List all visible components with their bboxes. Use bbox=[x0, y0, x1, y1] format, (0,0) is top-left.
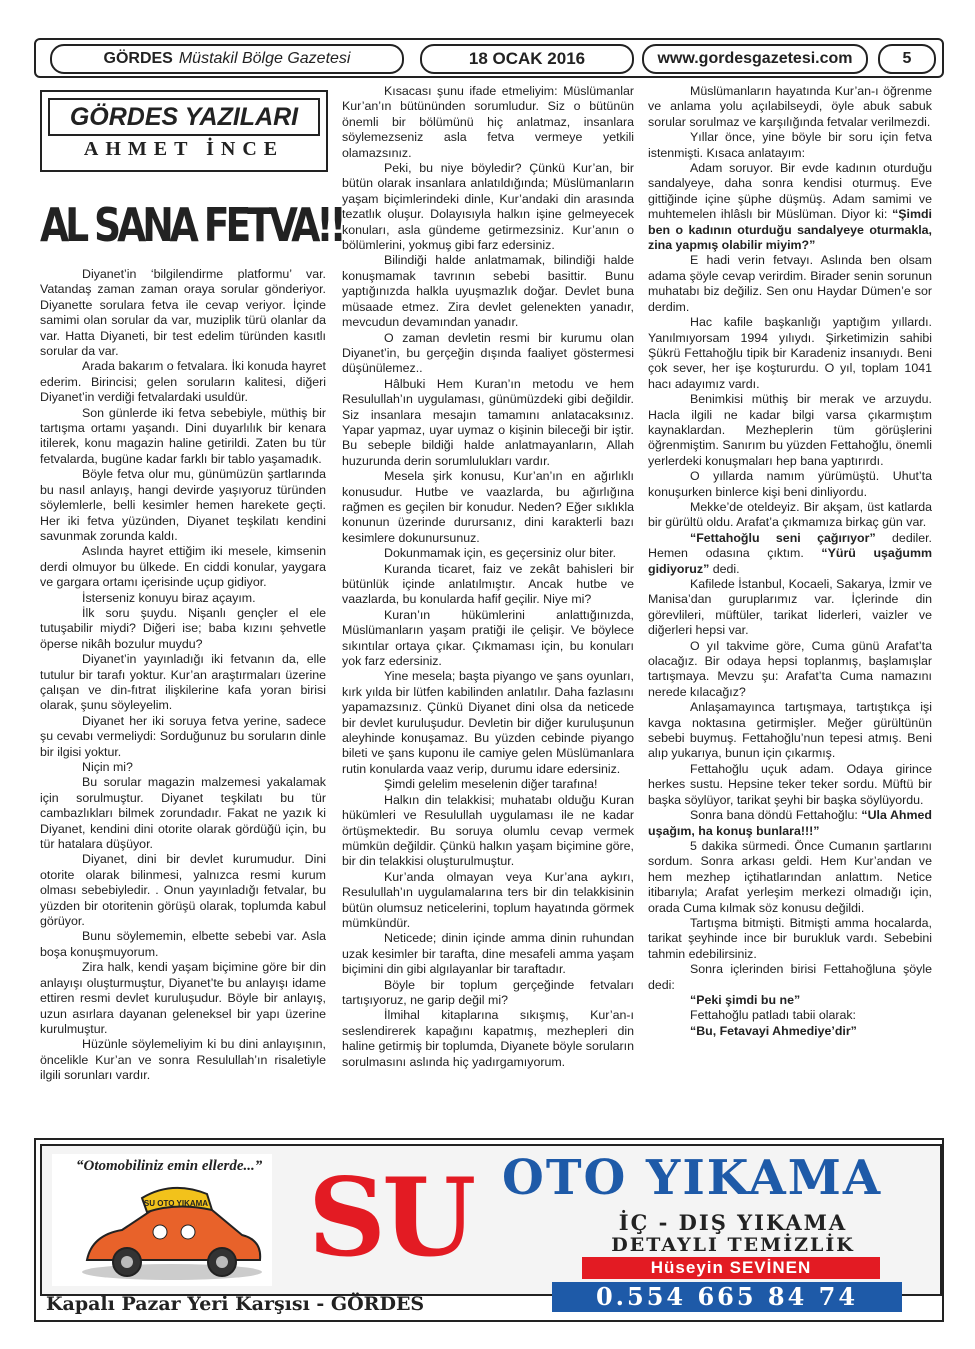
author-name: AHMET İNCE bbox=[83, 138, 285, 160]
paragraph: Zira halk, kendi yaşam biçimine göre bir din anlayışı oluşturmuştur, Diyanet’te bu anlayışı idame ettiren resmi devlet kuruluşudur. Böyle bir anlayış, uzun asırlara dayanan geleneksel bir yapı üzerine kurulmuştur. bbox=[40, 960, 326, 1036]
ad-slogan: “Otomobiliniz emin ellerde...” bbox=[76, 1158, 263, 1174]
article-column-3 bbox=[648, 84, 932, 1039]
paragraph: İlk soru şuydu. Nişanlı gençler el ele tutuşabilir miydi? Diğeri ise; baba kızını şehvetle öperse nikâh bozulur muydu? bbox=[40, 605, 326, 651]
text-run: Tartışma bitmişti. Bitmişti amma hocalarda, tarikat şeyhinde ince bir burukluk vardı. Sebebini tahmin edebilirsiniz. bbox=[648, 915, 932, 961]
article-headline: AL SANA FETVA!! bbox=[40, 198, 343, 252]
column-title: GÖRDES YAZILARI bbox=[48, 98, 320, 136]
paragraph bbox=[648, 315, 932, 392]
text-run: Yıllar önce, yine böyle bir soru için fetva istenmişti. Kısaca anlatayım: bbox=[648, 130, 932, 160]
paragraph: Bunu söylememin, elbette sebebi var. Asla boşa konuşmuyorum. bbox=[40, 929, 326, 959]
text-run: Mekke’de oteldeyiz. Bir akşam, üst katlarda bir gürültü oldu. Arafat’a çıkmamıza birkaç gün var. bbox=[648, 499, 932, 530]
text-run: dediler. Hemen odasına çıktım. bbox=[648, 530, 932, 561]
paragraph bbox=[648, 700, 932, 762]
paragraph: Kur’anda olmayan veya Kur’ana aykırı, Resulullah’ın uygulamalarına ters bir din telakkisinin bütün olumsuz neticelerini, toplum hayatında görmek mümkündür. bbox=[342, 869, 634, 930]
paragraph bbox=[648, 253, 932, 315]
paragraph: Halkın din telakkisi; muhatabı olduğu Kuran hükümleri ve Resulullah uygulaması ile ne kadar örtüşmektedir. Bu soruya olumlu cevap vermek mümkün değildir. Çünkü halkın yaşam biçimine göre, bir din telakkisi oluşturulmuştur. bbox=[342, 792, 634, 869]
text-run: Fettahoğlu patladı tabii olarak: bbox=[690, 1008, 857, 1023]
text-run: Kafilede İstanbul, Kocaeli, Sakarya, İzmir ve Manisa’dan guruplarımız var. İçlerinde din görevlileri, müftüler, tarikat liderleri, vaizler ve diğerleri hepsi var. bbox=[648, 577, 932, 638]
text-run: O yıllarda namım yürümüştü. Uhut’ta konuşurken binlerce kişi beni dinliyordu. bbox=[648, 469, 932, 499]
service-line-1: İÇ - DIŞ YIKAMA bbox=[618, 1210, 848, 1235]
paragraph bbox=[648, 130, 932, 161]
text-run: E hadi verin fetvayı. Aslında ben olsam adama şöyle cevap verirdim. Birader senin sorunun muhatabı biz değiliz. Sen onu Haydar Dümen’e sor derdim. bbox=[648, 253, 932, 314]
page-number: 5 bbox=[878, 44, 936, 74]
paragraph: Diyanet her iki soruya fetva yerine, sadece şu cevabı vermeliydi: Sorduğunuz bu soruların dinle bir ilgisi yoktur. bbox=[40, 713, 326, 759]
paragraph bbox=[648, 1008, 932, 1023]
text-run: O yıl takvime göre, Cuma günü Arafat’ta olacağız. Bir odaya hepsi toplanmış, başlamışlar tartışmaya. Mevzu şu: Arafat’ta Cuma namazını nerede kılacağız? bbox=[648, 638, 932, 699]
paragraph: Kısacası şunu ifade etmeliyim: Müslümanlar Kur’an’ın bütününden sorumludur. Siz o bütünün önemli bir bölümünü hiç anlatmaz, insanlara söylemezseniz asla fetva vermeye yetkili olamazsınız. bbox=[342, 84, 634, 160]
bold-quote: “Fettahoğlu seni çağırıyor” bbox=[690, 530, 876, 545]
article-column-1 bbox=[40, 267, 326, 1084]
paragraph bbox=[648, 639, 932, 701]
paragraph: Bilindiği halde anlatmamak, bilindiği halde konuşmamak tavrının sebebi basittir. Bunu yaptığınızda halkla uyuşmazlık doğar. Devlet buna müsaade etmez. Zira devlet gelenekten yanadır, mevcudun devamından yanadır. bbox=[342, 253, 634, 330]
paragraph bbox=[648, 84, 932, 130]
service-line-2: DETAYLI TEMİZLİK bbox=[611, 1234, 855, 1256]
paragraph bbox=[648, 392, 932, 469]
text-run: dedi. bbox=[709, 561, 740, 576]
bold-quote: “Bu, Fetavayi Ahmediye’dir” bbox=[690, 1023, 857, 1038]
paragraph bbox=[648, 962, 932, 993]
paragraph: Dokunmamak için, es geçersiniz olur biter. bbox=[384, 546, 617, 561]
paragraph bbox=[648, 993, 932, 1008]
issue-date: 18 OCAK 2016 bbox=[420, 44, 634, 74]
paper-name-box bbox=[50, 44, 404, 74]
paragraph: İsterseniz konuyu biraz açayım. bbox=[82, 590, 256, 605]
paragraph: O zaman devletin resmi bir kurumu olan Diyanet’in, bu gerçeğin dışında faaliyet göstermesi düşünülemez.. bbox=[342, 330, 634, 376]
paper-subtitle: Müstakil Bölge Gazetesi bbox=[178, 50, 351, 67]
ad-phone[interactable]: 0.554 665 84 74 bbox=[552, 1282, 902, 1312]
paragraph bbox=[648, 500, 932, 531]
paragraph bbox=[648, 839, 932, 916]
paragraph: Mesela şirk konusu, Kur’an’ın en ağırlıklı konusudur. Hutbe ve vaazlarda, bu ağırlığına rağmen es geçilen bir konudur. Neden? Eğer sıklıkla konunun üzerinde durursanız, dini karakterli bazı kesimlere dokunursunuz. bbox=[342, 469, 634, 545]
paragraph: Böyle fetva olur mu, günümüzün şartlarında bu nasıl anlayış, hangi devirde yaşıyoruz türünden söylemlerle, belli kesimler hemen harekete geçti. Her iki fetva yüzünden, Diyanet teşkilatı kendini savunmak zorunda kaldı. bbox=[40, 467, 326, 543]
bold-quote: “Peki şimdi bu ne” bbox=[690, 992, 801, 1007]
paragraph bbox=[648, 577, 932, 639]
ad-slogan-area bbox=[52, 1154, 272, 1286]
bold-quote: “Ula Ahmed uşağım, ha konuş bunlara!!!” bbox=[648, 808, 932, 838]
car-cartoon-icon bbox=[72, 1180, 272, 1290]
paragraph bbox=[648, 762, 932, 808]
paragraph: Böyle bir toplum gerçeğinde fetvaları tartışıyoruz, ne garip değil mi? bbox=[342, 977, 634, 1007]
brand-su: SU bbox=[308, 1155, 473, 1281]
paragraph: Diyanet, dini bir devlet kurumudur. Dini otorite olarak bilinmesi, yalnızca resmi kurum olması sebebiyledir. . Onun yayınladığı fetvalar, bu yüzden bir otoritenin görüşü olarak, toplumda kabul görüyor. bbox=[40, 852, 326, 929]
text-run: Benimkisi müthiş bir merak ve arzuydu. Hacla ilgili ne kadar bilgi varsa çıkarmıştım kaynaklardan. Mezheplerin tüm görüşlerini öğrenmiştim. Sanırım bu yüzden Fettahoğlu, önemli yerlerdeki konuşmaları hep bana yaptırırdı. bbox=[648, 392, 932, 468]
text-run: Sonra bana döndü Fettahoğlu: bbox=[690, 808, 862, 823]
paragraph: Neticede; dinin içinde amma dinin ruhundan uzak kesimler bir tarafta, dine mesafeli amma yaşam biçimini din gibi algılayanlar bir taraftadır. bbox=[342, 931, 634, 977]
text-run: Sonra içlerinden birisi Fettahoğluna şöyle dedi: bbox=[648, 962, 932, 992]
paragraph: Niçin mi? bbox=[82, 760, 133, 774]
text-run: Anlaşamayınca tartışmaya, tartıştıkça işi kavga noktasına getirmişler. Meğer gürültünün sebebi buymuş. Fettahoğlu’nun tepesi atmış. Beni alıp yukarıya, bunun için çıkarmış. bbox=[648, 700, 932, 761]
text-run: Fettahoğlu uçuk adam. Odaya girince herkes sustu. Hepsine teker teker sordu. Müftü bir başka söylüyor, tarikat şeyhi bir başka söylüyordu. bbox=[648, 761, 932, 807]
bold-quote: “Şimdi ben o kadının oturduğu sandalyeye oturmakla, zina yapmış olabilir miyim?” bbox=[648, 207, 932, 253]
paragraph: Peki, bu niye böyledir? Çünkü Kur’an, bir bütün olarak insanlara anlatıldığında; Müslümanların yaşam biçimlerindeki dinle, Kur’andaki din arasında tezatlık oluşur. Dolayısıyla halkın işine gelmeyecek konuları, asla gündeme getirmezsiniz. Kur’anın o bölümlerini, yokmuş gibi farz edersiniz. bbox=[342, 161, 634, 253]
column-box bbox=[40, 90, 328, 172]
paragraph: Şimdi gelelim meselenin diğer tarafına! bbox=[384, 777, 598, 792]
article-column-2 bbox=[342, 84, 634, 1070]
paragraph: İlmihal kitaplarına sıkışmış, Kur’an-ı seslendirerek kapağını kapatmış, mezhepleri din haline getirmiş bir toplumda, Diyanete böyle soruların sorulmasını aslında hiç yadırgamıyorum. bbox=[342, 1008, 635, 1069]
text-run: 5 dakika sürmedi. Önce Cumanın şartlarını sordum. Sonra arkası geldi. Hem Kur’andan ve hem mezhep içtihatlarından anlattım. Netice itibarıyla; Arafat yerleşim merkezi olmadığı için, orada Cuma kılmak söz konusu değildi. bbox=[648, 838, 932, 915]
ad-panel bbox=[40, 1144, 942, 1296]
owner-name: Hüseyin SEVİNEN bbox=[582, 1257, 880, 1279]
paragraph: Diyanet’in yayınladığı iki fetvanın da, elle tutulur bir tarafı yoktur. Kur’an araştırmaları üzerine çalışan ve din-fıtrat ilişkilerine kafa yoran birisi olarak, şunu söyleyelim. bbox=[40, 652, 326, 713]
text-run: Adam soruyor. Bir evde kadının oturduğu sandalyeye, daha sonra kendisi oturmuş. Eve gittiğinde içine şüphe düşmüş. Adam samimi ve muhtemelen ihlâslı bir Müslüman. Diyor ki: bbox=[648, 161, 932, 222]
paragraph bbox=[648, 531, 932, 577]
paragraph: Hâlbuki Hem Kuran’ın metodu ve hem Resulullah’ın uygulaması, günümüzdeki gibi değildir. Siz insanlara mesajın tamamını anlatacaksınız. Yapar yapmaz, uyar uymaz o kişinin bileceği bir iştir. Bu sebeple bildiği halde anlatmayanların, Allah huzurunda derin sorumlulukları vardır. bbox=[342, 376, 634, 468]
paragraph bbox=[648, 1024, 932, 1039]
paragraph bbox=[648, 916, 932, 962]
paragraph: Son günlerde iki fetva sebebiyle, müthiş bir tartışma ortamı yaşandı. Dini duyarlılık bir kenara itilerek, konu magazin haline getirildi. Zaten bu tür fetvalarda, bugüne kadar farklı bir tablo yaşamadık. bbox=[40, 405, 326, 466]
paragraph: Hüzünle söylemeliyim ki bu dini anlayışının, öncelikle Kur’an ve sonra Resulullah’ın risaletiyle ilgili sorunları vardır. bbox=[40, 1037, 326, 1083]
car-cap-text: SU OTO YIKAMA bbox=[143, 1199, 209, 1208]
paper-name: GÖRDES bbox=[103, 50, 173, 67]
brand-oto-yikama: OTO YIKAMA bbox=[502, 1150, 883, 1206]
paragraph: Kuran’ın hükümlerini anlattığınızda, Müslümanların yaşam pratiği ile çelişir. Ve böylece sıkıntılar ortaya çıkar. Çıkmaması için, bu konuları yok farz edersiniz. bbox=[342, 607, 634, 669]
paragraph: Kuranda ticaret, faiz ve zekât bahisleri bir bütünlük içinde anlatılmıştır. Ancak hutbe ve vaazlarda, bu konularda hafif geçilir. Niye mi? bbox=[342, 561, 634, 607]
advertisement bbox=[34, 1138, 944, 1322]
text-run: Müslümanların hayatında Kur’an-ı öğrenme ve anlama yolu açılabilseydi, öyle abuk sabuk sorular sorulmaz ve karşılığında fetvalar verilmezdi. bbox=[648, 84, 932, 129]
paragraph bbox=[648, 161, 932, 253]
paragraph: Yine mesela; başta piyango ve şans oyunları, kırk yılda bir lütfen kabilinden anlatılır. Daha fazlasını yapamazsınız. Çünkü Diyanet dini olsa da neticede bir devlet kuruluşudur. Devletin bir diğer kuruluşunun aleyhinde konuşamaz. Bu yüzden cebinde piyango bileti ve şans kuponu ile camiye gelen Müslümanlara rutin konularda vaaz verip, durumu idare edersiniz. bbox=[342, 669, 634, 776]
paragraph: Diyanet’in ‘bilgilendirme platformu’ var. Vatandaş zaman zaman oraya sorular gönderiyor. Diyanette sorulara fetva ile cevap veriyor. İçinde samimi olan sorular da var, muziplik türü olanlar da var. Hatta Diyaneti, bir test edelim türünden kasıtlı sorular da var. bbox=[40, 267, 326, 359]
bold-quote: “Yürü uşağumm gidiyoruz” bbox=[648, 546, 932, 576]
page-header bbox=[34, 38, 944, 78]
website-link[interactable]: www.gordesgazetesi.com bbox=[642, 44, 868, 74]
paragraph: Bu sorular magazin malzemesi yakalamak için sorulmuştur. Diyanet teşkilatı bu tür cambazlıkları bilmek zorundadır. Fakat ne yazık ki Diyanet, kendini dini otorite olarak gördüğü için, bu tür hatalara düşüyor. bbox=[40, 775, 326, 852]
paragraph: Aslında hayret ettiğim iki mesele, kimsenin derdi olmuyor bu ülkede. En ciddi konular, yaygara ve gargara ortamı içerisinde uçup gidiyor. bbox=[40, 544, 326, 590]
ad-footer bbox=[40, 1282, 938, 1316]
ad-address: Kapalı Pazar Yeri Karşısı - GÖRDES bbox=[46, 1293, 425, 1315]
text-run: Hac kafile başkanlığı yaptığım yıllardı. Yanılmıyorsam 1994 yılıydı. Şirketimizin sahibi Şükrü Fettahoğlu tipik bir Karadeniz insanıydı. Beni çok sever, her işe koştururdu. O yıl, toplam 1041 hacı adayımız vardı. bbox=[648, 315, 932, 391]
paragraph: Arada bakarım o fetvalara. İki konuda hayret ederim. Birincisi; gelen soruların kalitesi, diğeri Diyanet’in verdiği fetvalardaki usuldür. bbox=[40, 359, 326, 405]
paragraph bbox=[648, 469, 932, 500]
paragraph bbox=[648, 808, 932, 839]
